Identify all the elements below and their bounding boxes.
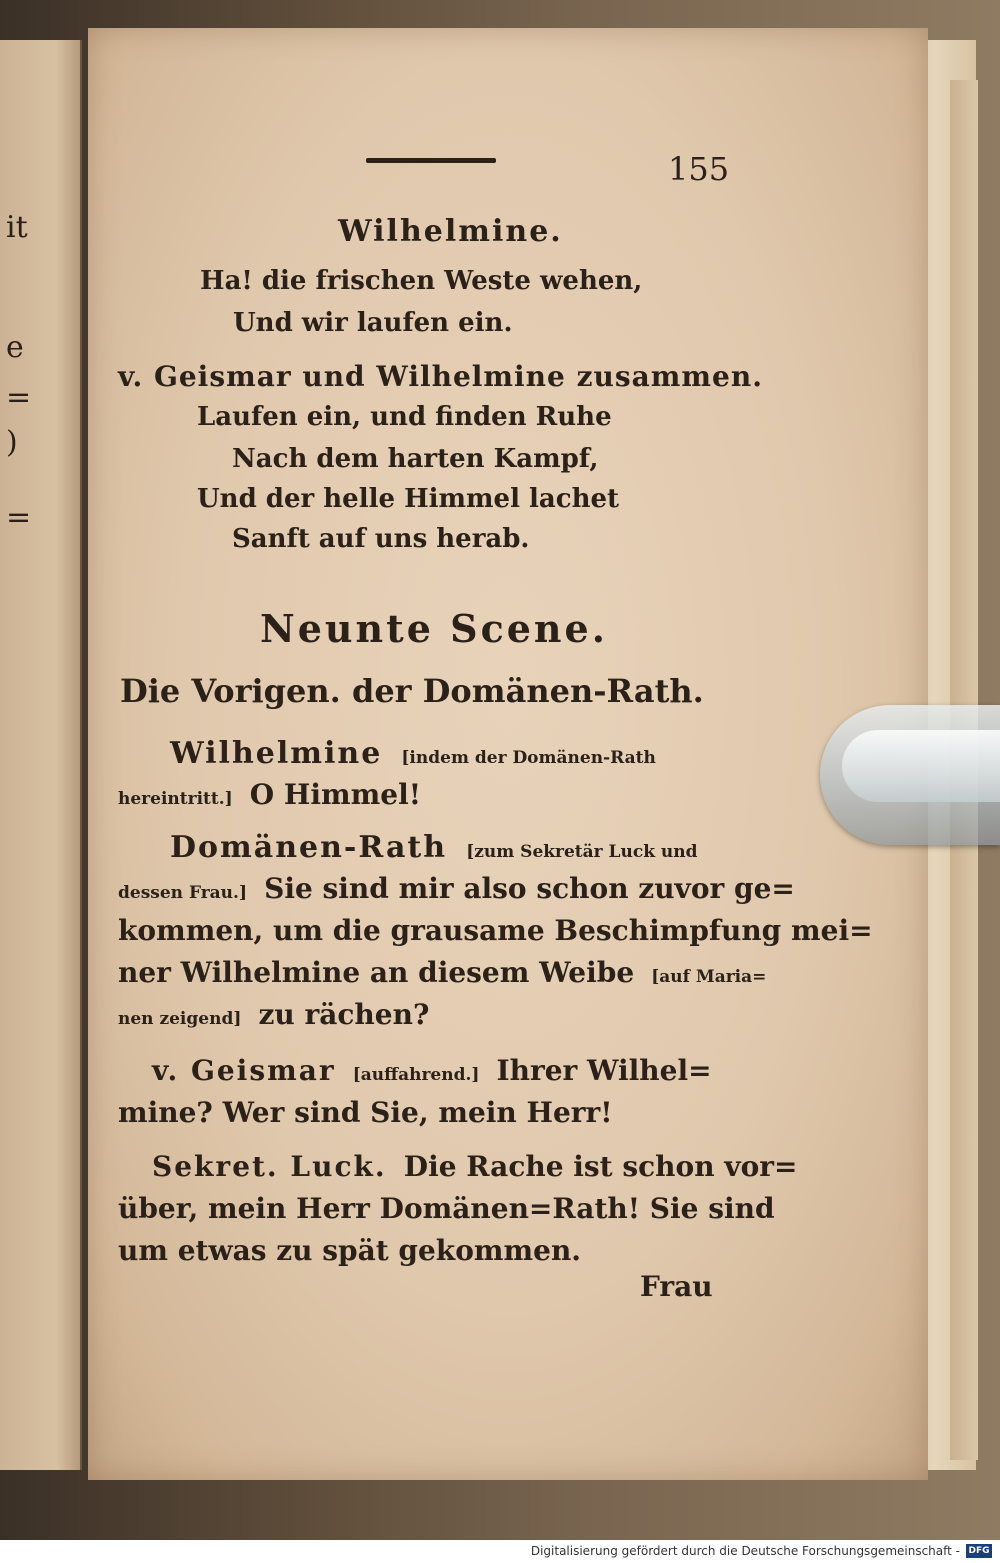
verse2-line: Laufen ein, und finden Ruhe [197,402,612,432]
verse1-line: Und wir laufen ein. [233,308,513,338]
scene-title: Neunte Scene. [260,606,608,651]
stage-direction: dessen Frau.] [118,883,248,903]
stage-direction: [indem der Domänen-Rath [401,748,656,768]
dialogue-line [118,998,429,1031]
footer-credit: Digitalisierung gefördert durch die Deutsche Forschungsgemeinschaft - [530,1544,960,1558]
left-page-glyph: ) [6,425,18,460]
dialogue-line [152,1150,797,1183]
scene-persons: Die Vorigen. der Domänen-Rath. [120,672,704,710]
speaker-name: v. Geismar [152,1054,336,1087]
speaker-name: Sekret. Luck. [152,1150,387,1183]
catchword: Frau [640,1270,713,1303]
dialogue-text: Die Rache ist schon vor= [403,1150,798,1183]
dialogue-line [118,872,795,905]
dialogue-line [170,736,656,771]
dialogue-text: Ihrer Wilhel= [496,1054,712,1087]
stage-direction: [auf Maria= [651,967,767,987]
dialogue-line [152,1054,712,1087]
stage-direction: [auffahrend.] [352,1065,480,1085]
dfg-logo: DFG [966,1544,992,1558]
verse1-speaker: Wilhelmine. [338,214,563,249]
dialogue-text: Sie sind mir also schon zuvor ge= [264,872,795,905]
speaker-name: Domänen-Rath [170,830,448,865]
page-clip-highlight [842,730,1000,802]
dialogue-line [170,830,698,865]
verse2-line: Und der helle Himmel lachet [197,484,620,514]
verse2-speaker: v. Geismar und Wilhelmine zusammen. [118,360,763,393]
dialogue-text: mine? Wer sind Sie, mein Herr! [118,1096,613,1129]
left-page-glyph: = [6,500,32,535]
stage-direction: nen zeigend] [118,1009,242,1029]
verse2-line: Sanft auf uns herab. [232,524,530,554]
verse2-line: Nach dem harten Kampf, [232,444,599,474]
verse1-line: Ha! die frischen Weste wehen, [200,266,643,296]
dialogue-text: zu rächen? [258,998,430,1031]
dialogue-line [118,956,766,989]
dialogue-text: ner Wilhelmine an diesem Weibe [118,956,635,989]
speaker-name: Wilhelmine [170,736,383,771]
left-page-edge [0,40,82,1470]
dialogue-text: O Himmel! [249,778,422,811]
left-page-glyph: e [6,330,24,365]
dialogue-text: um etwas zu spät gekommen. [118,1234,582,1267]
dialogue-line [118,778,421,811]
stage-direction: [zum Sekretär Luck und [466,842,698,862]
left-page-glyph: it [6,210,28,245]
left-page-glyph: = [6,380,32,415]
dialogue-text: kommen, um die grausame Beschimpfung mei= [118,914,873,947]
dialogue-text: über, mein Herr Domänen=Rath! Sie sind [118,1192,775,1225]
stage-direction: hereintritt.] [118,789,233,809]
page-number: 155 [668,150,730,188]
header-rule [366,158,496,163]
